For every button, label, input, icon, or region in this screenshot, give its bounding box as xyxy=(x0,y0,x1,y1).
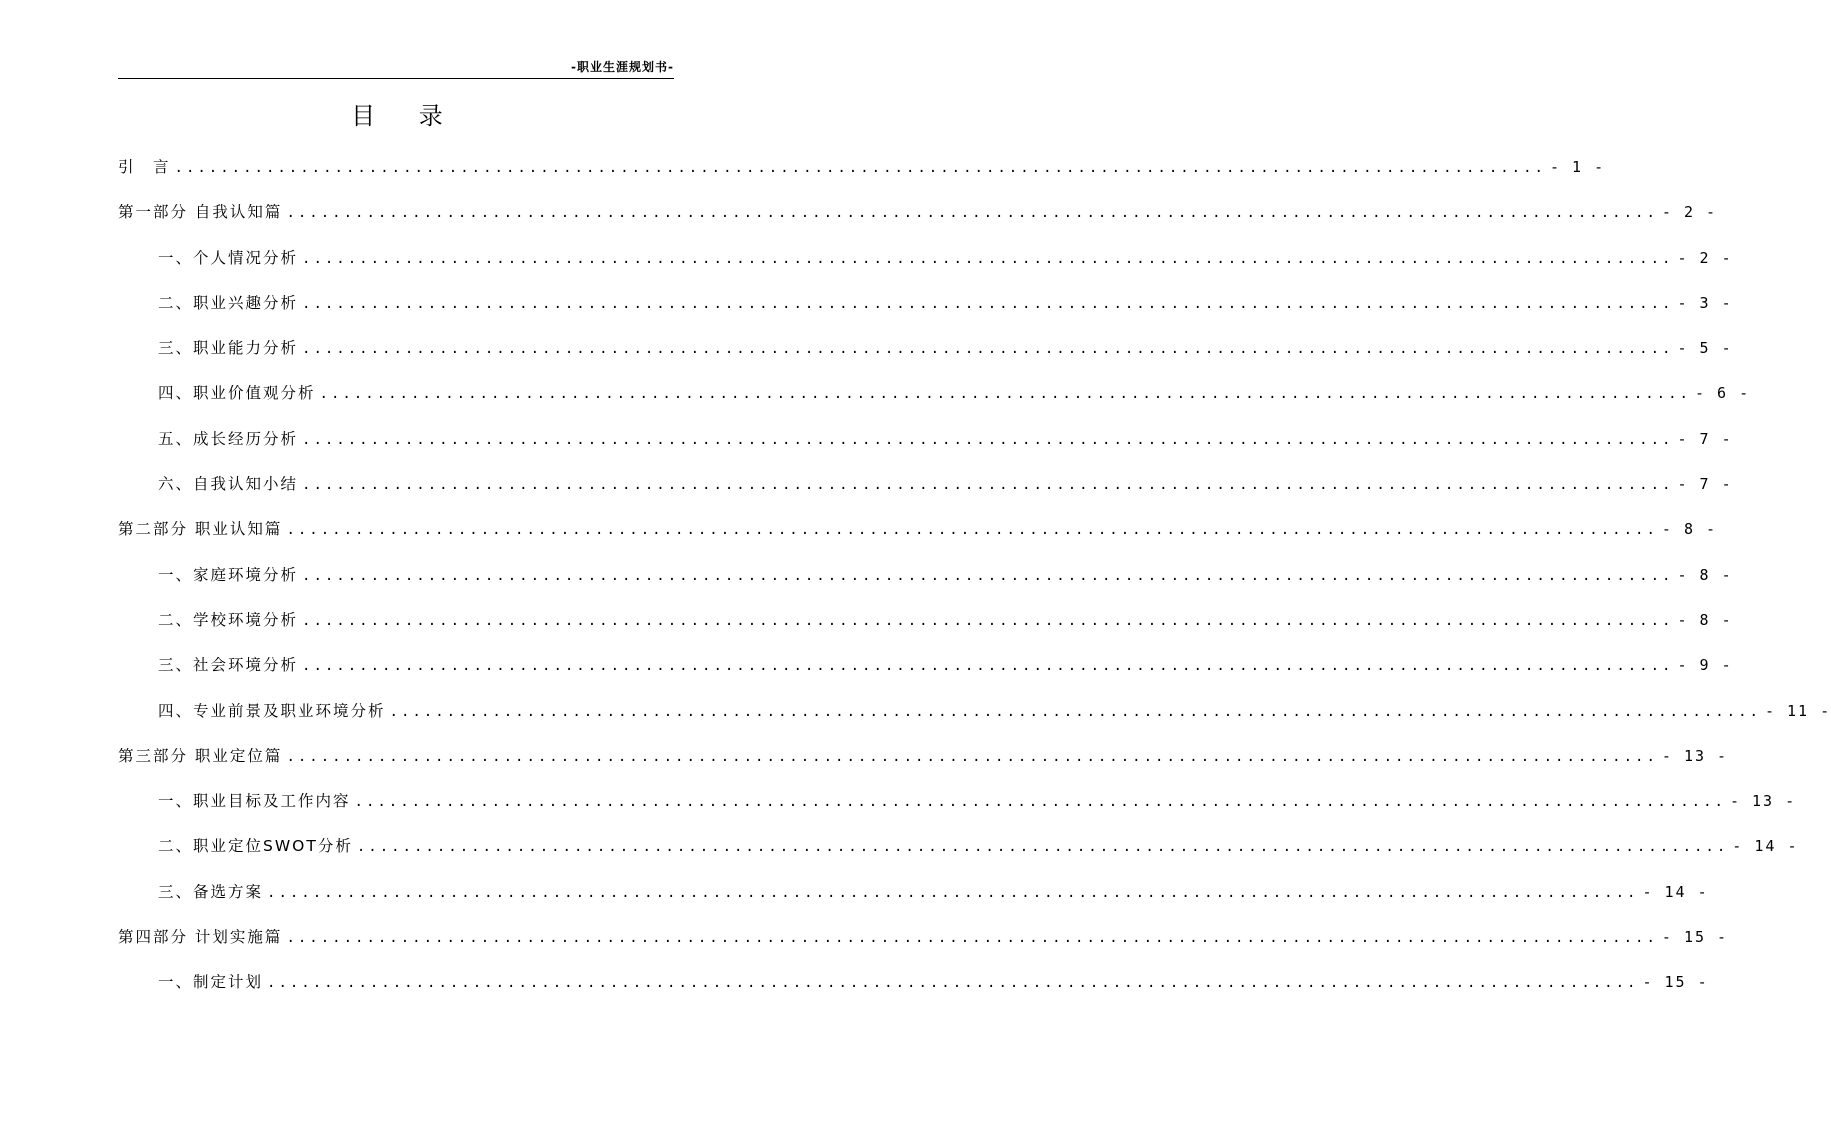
toc-leader-dots: ........................................................................................................................ xyxy=(319,386,1691,403)
toc-leader-dots: ........................................................................................................................ xyxy=(302,567,1674,584)
toc-leader-dots: ........................................................................................................................ xyxy=(267,975,1639,992)
toc-leader-dots: ........................................................................................................................ xyxy=(356,839,1729,856)
toc-leader-dots: ........................................................................................................................ xyxy=(267,884,1639,901)
toc-entry-page: - 3 - xyxy=(1677,293,1733,312)
toc-entry-2-3[interactable] xyxy=(118,648,1733,693)
toc-entry-label: 五、成长经历分析 xyxy=(158,429,299,448)
toc-entry-label: 一、个人情况分析 xyxy=(158,248,299,267)
toc-entry-label: 第二部分 职业认知篇 xyxy=(118,520,283,539)
toc-entry-page: - 6 - xyxy=(1694,384,1751,403)
toc-entry-label: 三、职业能力分析 xyxy=(158,339,299,358)
toc-entry-label: 第四部分 计划实施篇 xyxy=(118,928,283,947)
toc-entry-3-1[interactable] xyxy=(118,784,1797,829)
toc-entry-1-4[interactable] xyxy=(118,376,1751,421)
toc-leader-dots: ........................................................................................................................ xyxy=(302,295,1674,312)
toc-entry-page: - 7 - xyxy=(1677,475,1733,494)
toc-entry-label: 引 言 xyxy=(118,158,171,176)
toc-entry-1-2[interactable] xyxy=(118,286,1733,331)
toc-entry-label: 第三部分 职业定位篇 xyxy=(118,746,283,765)
toc-leader-dots: ........................................................................................................................ xyxy=(286,522,1658,539)
toc-entry-1-3[interactable] xyxy=(118,331,1733,376)
toc-title: 目 录 xyxy=(351,102,461,130)
toc-entry-label: 四、专业前景及职业环境分析 xyxy=(158,701,386,720)
toc-entry-part-2[interactable] xyxy=(118,512,1718,557)
toc-entry-page: - 2 - xyxy=(1661,203,1718,222)
toc-entry-part-4[interactable] xyxy=(118,920,1729,965)
toc-entry-label: 二、职业定位SWOT分析 xyxy=(158,837,353,856)
running-header: -职业生涯规划书- xyxy=(571,60,674,74)
toc-leader-dots: ........................................................................................................................ xyxy=(286,748,1658,765)
toc-leader-dots: ........................................................................................................................ xyxy=(302,250,1674,267)
toc-entry-page: - 15 - xyxy=(1642,973,1709,992)
toc-entry-1-6[interactable] xyxy=(118,467,1733,512)
toc-entry-page: - 5 - xyxy=(1677,339,1733,358)
toc-entry-page: - 13 - xyxy=(1729,792,1797,811)
toc-entry-2-4[interactable] xyxy=(118,694,1831,739)
toc-entry-intro[interactable] xyxy=(118,150,1606,195)
toc-entry-label: 四、职业价值观分析 xyxy=(158,384,316,403)
toc-entry-page: - 14 - xyxy=(1642,882,1709,901)
toc-entry-page: - 8 - xyxy=(1677,610,1733,629)
toc-leader-dots: ........................................................................................................................ xyxy=(302,431,1674,448)
table-of-contents xyxy=(118,150,1831,1011)
toc-entry-2-2[interactable] xyxy=(118,603,1733,648)
toc-entry-4-1[interactable] xyxy=(118,965,1709,1010)
toc-entry-1-1[interactable] xyxy=(118,241,1733,286)
toc-entry-page: - 8 - xyxy=(1661,520,1718,539)
toc-entry-label: 第一部分 自我认知篇 xyxy=(118,203,283,222)
toc-leader-dots: ........................................................................................................................ xyxy=(302,477,1674,494)
toc-entry-label: 一、制定计划 xyxy=(158,973,264,992)
toc-leader-dots: ........................................................................................................................ xyxy=(286,930,1658,947)
toc-entry-3-3[interactable] xyxy=(118,875,1709,920)
toc-entry-page: - 14 - xyxy=(1732,837,1799,856)
header-rule xyxy=(118,78,674,79)
toc-entry-part-3[interactable] xyxy=(118,739,1729,784)
toc-leader-dots: ........................................................................................................................ xyxy=(354,794,1726,811)
toc-entry-page: - 7 - xyxy=(1677,429,1733,448)
toc-entry-label: 二、职业兴趣分析 xyxy=(158,293,299,312)
toc-entry-page: - 2 - xyxy=(1677,248,1733,267)
toc-entry-label: 六、自我认知小结 xyxy=(158,475,299,494)
toc-leader-dots: ........................................................................................................................ xyxy=(302,612,1674,629)
toc-entry-page: - 8 - xyxy=(1677,565,1733,584)
toc-entry-label: 二、学校环境分析 xyxy=(158,610,299,629)
toc-leader-dots: ........................................................................................................................ xyxy=(302,341,1674,358)
toc-entry-label: 一、职业目标及工作内容 xyxy=(158,792,351,811)
toc-entry-page: - 15 - xyxy=(1661,928,1729,947)
toc-entry-page: - 13 - xyxy=(1661,746,1729,765)
toc-entry-label: 一、家庭环境分析 xyxy=(158,565,299,584)
toc-entry-label: 三、备选方案 xyxy=(158,882,264,901)
toc-entry-3-2[interactable] xyxy=(118,829,1799,874)
toc-leader-dots: ........................................................................................................................ xyxy=(286,205,1658,222)
toc-entry-2-1[interactable] xyxy=(118,558,1733,603)
toc-leader-dots: ........................................................................................................................ xyxy=(174,160,1546,176)
toc-leader-dots: ........................................................................................................................ xyxy=(389,703,1761,720)
toc-leader-dots: ........................................................................................................................ xyxy=(302,658,1674,675)
toc-entry-part-1[interactable] xyxy=(118,195,1718,240)
toc-entry-page: - 1 - xyxy=(1549,158,1606,176)
toc-entry-page: - 11 - xyxy=(1764,701,1831,720)
toc-entry-page: - 9 - xyxy=(1677,656,1733,675)
toc-entry-label: 三、社会环境分析 xyxy=(158,656,299,675)
toc-entry-1-5[interactable] xyxy=(118,422,1733,467)
